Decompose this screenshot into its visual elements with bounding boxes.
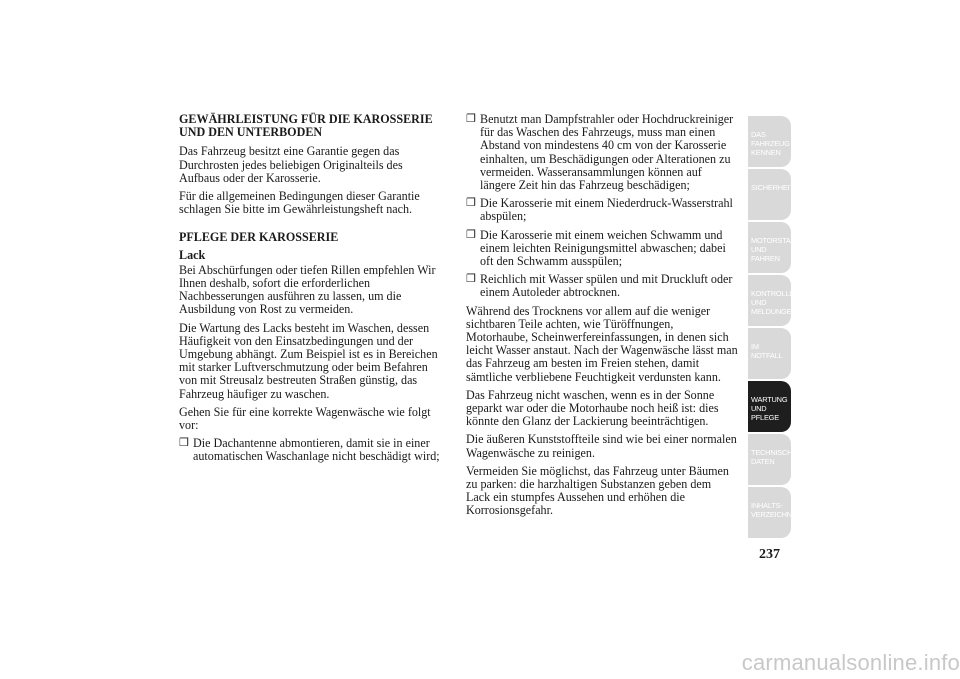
list-item-text: Die Dachantenne abmontieren, damit sie in einer automatischen Waschanlage nicht beschädigt wird; bbox=[193, 436, 440, 464]
tab-technische-daten[interactable] bbox=[748, 434, 798, 485]
checkbox-icon: ❒ bbox=[466, 228, 476, 241]
list-item-text: Reichlich mit Wasser spülen und mit Druckluft oder einem Autoleder abtrocknen. bbox=[480, 272, 733, 300]
checkbox-icon: ❒ bbox=[179, 437, 189, 450]
tab-wartung-und-pflege[interactable] bbox=[748, 381, 791, 432]
list-item bbox=[179, 437, 441, 463]
tab-im-notfall[interactable] bbox=[748, 328, 791, 379]
tab-label: MOTORSTART UND FAHREN bbox=[751, 236, 800, 263]
paint-subheading: Lack bbox=[179, 247, 206, 262]
chapter-tabs bbox=[748, 116, 828, 540]
tab-label: TECHNISCHE DATEN bbox=[751, 448, 798, 466]
body-care-heading: PFLEGE DER KAROSSERIE bbox=[179, 230, 339, 245]
tab-motorstart-und-fahren[interactable] bbox=[748, 222, 800, 273]
wash-procedure-paragraph: Gehen Sie für eine korrekte Wagenwäsche wie folgt vor: bbox=[179, 404, 431, 433]
list-item bbox=[466, 197, 738, 223]
scratches-paragraph: Bei Abschürfungen oder tiefen Rillen empfehlen Wir Ihnen deshalb, sofort die erforderlichen Nachbesserungen ausführen zu lassen, um die Ausbildung von Rost zu vermeiden. bbox=[179, 262, 436, 317]
warranty-heading: GEWÄHRLEISTUNG FÜR DIE KAROSSERIE UND DEN UNTERBODEN bbox=[179, 112, 433, 140]
drying-paragraph: Während des Trocknens vor allem auf die weniger sichtbaren Teile achten, wie Türöffnungen, Motorhaube, Scheinwerfereinfassungen, in denen sich leicht Wasser anstaut. Nach der Wagenwäsche lässt man das Fahrzeug am besten im Freien stehen, damit sämtliche verbliebene Feuchtigkeit verdunsten kann. bbox=[466, 303, 738, 384]
watermark: carmanualsonline.info bbox=[741, 650, 960, 675]
tab-label: DAS FAHRZEUG KENNEN bbox=[751, 130, 790, 157]
trees-paragraph: Vermeiden Sie möglichst, das Fahrzeug unter Bäumen zu parken: die harzhaltigen Substanzen geben dem Lack ein stumpfes Aussehen und erhöhen die Korrosionsgefahr. bbox=[466, 463, 729, 518]
list-item bbox=[466, 273, 738, 299]
warranty-conditions-paragraph: Für die allgemeinen Bedingungen dieser Garantie schlagen Sie bitte im Gewährleistungsheft nach. bbox=[179, 189, 420, 217]
plastic-parts-paragraph: Die äußeren Kunststoffteile sind wie bei einer normalen Wagenwäsche zu reinigen. bbox=[466, 432, 737, 460]
checkbox-icon: ❒ bbox=[466, 273, 476, 286]
list-item-text: Die Karosserie mit einem weichen Schwamm und einem leichten Reinigungsmittel abwaschen; dabei oft den Schwamm ausspülen; bbox=[480, 227, 726, 269]
list-item-text: Benutzt man Dampfstrahler oder Hochdruckreiniger für das Waschen des Fahrzeugs, muss man einen Abstand von mindestens 40 cm von der Karosserie einhalten, um Beschädigungen oder Alterationen zu vermeiden. Wasseransammlungen können auf längere Zeit hin das Fahrzeug beschädigen; bbox=[480, 112, 734, 193]
tab-sicherheit[interactable] bbox=[748, 169, 794, 220]
warranty-paragraph: Das Fahrzeug besitzt eine Garantie gegen das Durchrosten jedes beliebigen Originalteils des Aufbaus oder der Karosserie. bbox=[179, 144, 403, 185]
list-item bbox=[466, 229, 738, 269]
tab-label: WARTUNG UND PFLEGE bbox=[751, 395, 788, 422]
list-item bbox=[466, 113, 738, 192]
tab-label: INHALTS-VERZEICHNIS bbox=[751, 501, 799, 519]
list-item-text: Die Karosserie mit einem Niederdruck-Wasserstrahl abspülen; bbox=[480, 196, 733, 224]
sun-warning-paragraph: Das Fahrzeug nicht waschen, wenn es in der Sonne geparkt war oder die Motorhaube noch heiß ist: dies könnte den Glanz der Lackierung beeinträchtigen. bbox=[466, 387, 719, 429]
tab-kontrollleuchten[interactable] bbox=[748, 275, 828, 326]
right-column bbox=[466, 113, 738, 523]
tab-das-fahrzeug-kennen[interactable] bbox=[748, 116, 791, 167]
tab-label: IM NOTFALL bbox=[751, 342, 783, 360]
tab-label: KONTROLLLEUCHTEN UND MELDUNGEN bbox=[751, 289, 828, 316]
checkbox-icon: ❒ bbox=[466, 113, 476, 125]
page-number: 237 bbox=[759, 547, 780, 562]
left-column bbox=[179, 113, 441, 469]
tab-label: SICHERHEIT bbox=[751, 183, 794, 192]
tab-inhaltsverzeichnis[interactable] bbox=[748, 487, 799, 538]
checkbox-icon: ❒ bbox=[466, 197, 476, 210]
paint-maintenance-paragraph: Die Wartung des Lacks besteht im Waschen, dessen Häufigkeit von den Einsatzbedingungen und der Umgebung abhängt. Zum Beispiel ist es in Bereichen mit starker Luftverschmutzung oder beim Befahren von mit Streusalz bestreuten Straßen günstig, das Fahrzeug häufiger zu waschen. bbox=[179, 320, 438, 401]
